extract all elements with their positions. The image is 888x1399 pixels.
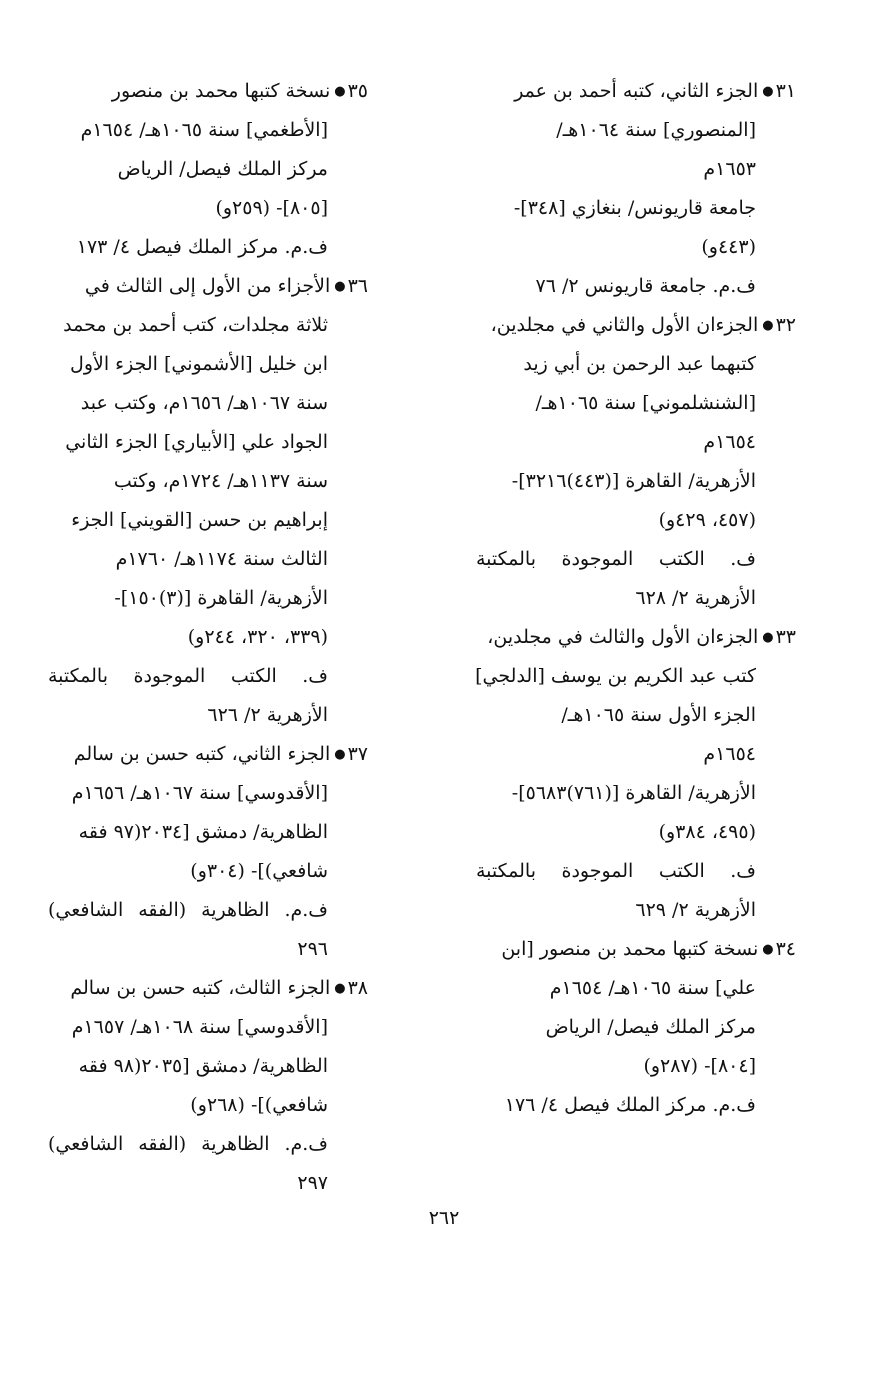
entry-line: ثلاثة مجلدات، كتب أحمد بن محمد bbox=[63, 314, 328, 336]
page-number: ٢٦٢ bbox=[428, 1207, 460, 1229]
entry-line-text: الجزءان الأول والثالث في مجلدين، bbox=[487, 626, 759, 648]
entry-first-line bbox=[38, 72, 368, 111]
entry-line: سنة ١٠٦٧هـ/ ١٦٥٦م، وكتب عبد bbox=[80, 392, 328, 414]
entry-line: (٤٩٥، ٣٨٤و) bbox=[658, 821, 756, 843]
entry-line-text: الأجزاء من الأول إلى الثالث في bbox=[84, 275, 331, 297]
entry-number: ٣٤ ● bbox=[758, 930, 796, 969]
entry-line: الأزهرية/ القاهرة [(٣)١٥٠]- bbox=[114, 587, 328, 609]
entry-line: كتب عبد الكريم بن يوسف [الدلجي] bbox=[475, 665, 756, 687]
entry-line: الظاهرية/ دمشق [٢٠٣٤(٩٧ فقه bbox=[78, 821, 328, 843]
column-left bbox=[38, 72, 368, 1203]
entry-line: [المنصوري] سنة ١٠٦٤هـ/ bbox=[556, 119, 756, 141]
manuscript-entry bbox=[38, 735, 368, 969]
entry-first-line bbox=[466, 72, 796, 111]
entry-line: جامعة قاريونس/ بنغازي [٣٤٨]- bbox=[513, 197, 756, 219]
catalog-reference: ف. الكتب الموجودة بالمكتبة الأزهرية ٢/ ٦٢٦ bbox=[48, 665, 328, 726]
entry-first-line bbox=[466, 930, 796, 969]
entry-line-text: نسخة كتبها محمد بن منصور [ابن bbox=[501, 938, 759, 960]
entry-number: ٣١ ● bbox=[758, 72, 796, 111]
manuscript-entry bbox=[38, 72, 368, 267]
entry-line-text: الجزءان الأول والثاني في مجلدين، bbox=[490, 314, 759, 336]
entry-line: الظاهرية/ دمشق [٢٠٣٥(٩٨ فقه bbox=[78, 1055, 328, 1077]
entry-line: كتبهما عبد الرحمن بن أبي زيد bbox=[523, 353, 756, 375]
entry-line: [الشنشلموني] سنة ١٠٦٥هـ/ bbox=[535, 392, 756, 414]
entry-line: شافعي)]- (٢٦٨و) bbox=[190, 1094, 328, 1116]
entry-line: الجواد علي [الأبياري] الجزء الثاني bbox=[65, 431, 328, 453]
entry-line: سنة ١١٣٧هـ/ ١٧٢٤م، وكتب bbox=[113, 470, 328, 492]
entry-line: ابن خليل [الأشموني] الجزء الأول bbox=[70, 353, 328, 375]
entry-line-text: الجزء الثاني، كتبه حسن بن سالم bbox=[73, 743, 331, 765]
entry-first-line bbox=[38, 735, 368, 774]
entry-first-line bbox=[38, 267, 368, 306]
entry-line: إبراهيم بن حسن [القويني] الجزء bbox=[71, 509, 328, 531]
entry-line: (٤٤٣و) bbox=[701, 236, 756, 258]
entry-line-text: الجزء الثالث، كتبه حسن بن سالم bbox=[70, 977, 331, 999]
entry-line: [٨٠٤]- (٢٨٧و) bbox=[643, 1055, 756, 1077]
entry-line: الأزهرية/ القاهرة [(٤٤٣)٣٢١٦]- bbox=[511, 470, 756, 492]
catalog-reference: ف.م. الظاهرية (الفقه الشافعي) ٢٩٧ bbox=[48, 1133, 328, 1194]
manuscript-entry bbox=[466, 306, 796, 618]
entry-line: ١٦٥٤م bbox=[703, 743, 756, 765]
entry-number: ٣٢ ● bbox=[758, 306, 796, 345]
entry-line: (٣٣٩، ٣٢٠، ٢٤٤و) bbox=[187, 626, 328, 648]
entry-line: [الأقدوسي] سنة ١٠٦٧هـ/ ١٦٥٦م bbox=[71, 782, 328, 804]
entry-line: ١٦٥٤م bbox=[703, 431, 756, 453]
entry-line: الأزهرية/ القاهرة [(٧٦١)٥٦٨٣]- bbox=[511, 782, 756, 804]
entry-first-line bbox=[38, 969, 368, 1008]
manuscript-entry bbox=[38, 267, 368, 735]
entry-line: [الأطغمي] سنة ١٠٦٥هـ/ ١٦٥٤م bbox=[80, 119, 328, 141]
catalog-reference: ف. الكتب الموجودة بالمكتبة الأزهرية ٢/ ٦٢٨ bbox=[476, 548, 756, 609]
entry-number: ٣٨ ● bbox=[330, 969, 368, 1008]
entry-number: ٣٦ ● bbox=[330, 267, 368, 306]
entry-line: (٤٥٧، ٤٢٩و) bbox=[658, 509, 756, 531]
manuscript-entry bbox=[38, 969, 368, 1203]
catalog-reference: ف. الكتب الموجودة بالمكتبة الأزهرية ٢/ ٦٢٩ bbox=[476, 860, 756, 921]
entry-line-text: الجزء الثاني، كتبه أحمد بن عمر bbox=[514, 80, 759, 102]
entry-line: شافعي)]- (٣٠٤و) bbox=[190, 860, 328, 882]
entry-line: الثالث سنة ١١٧٤هـ/ ١٧٦٠م bbox=[115, 548, 328, 570]
manuscript-entry bbox=[466, 930, 796, 1125]
entry-line: الجزء الأول سنة ١٠٦٥هـ/ bbox=[561, 704, 756, 726]
catalog-reference: ف.م. الظاهرية (الفقه الشافعي) ٢٩٦ bbox=[48, 899, 328, 960]
entry-line: علي] سنة ١٠٦٥هـ/ ١٦٥٤م bbox=[549, 977, 756, 999]
entry-number: ٣٣ ● bbox=[758, 618, 796, 657]
entry-line: ١٦٥٣م bbox=[703, 158, 756, 180]
catalog-reference: ف.م. جامعة قاريونس ٢/ ٧٦ bbox=[535, 275, 756, 297]
column-right bbox=[466, 72, 796, 1125]
entry-line: [٨٠٥]- (٢٥٩و) bbox=[215, 197, 328, 219]
manuscript-entry bbox=[466, 618, 796, 930]
entry-line: [الأقدوسي] سنة ١٠٦٨هـ/ ١٦٥٧م bbox=[71, 1016, 328, 1038]
entry-number: ٣٥ ● bbox=[330, 72, 368, 111]
entry-first-line bbox=[466, 306, 796, 345]
manuscript-entry bbox=[466, 72, 796, 306]
entry-first-line bbox=[466, 618, 796, 657]
catalog-reference: ف.م. مركز الملك فيصل ٤/ ١٧٣ bbox=[76, 236, 328, 258]
entry-line: مركز الملك فيصل/ الرياض bbox=[545, 1016, 756, 1038]
entry-line: مركز الملك فيصل/ الرياض bbox=[117, 158, 328, 180]
entry-number: ٣٧ ● bbox=[330, 735, 368, 774]
catalog-reference: ف.م. مركز الملك فيصل ٤/ ١٧٦ bbox=[504, 1094, 756, 1116]
entry-line-text: نسخة كتبها محمد بن منصور bbox=[111, 80, 331, 102]
